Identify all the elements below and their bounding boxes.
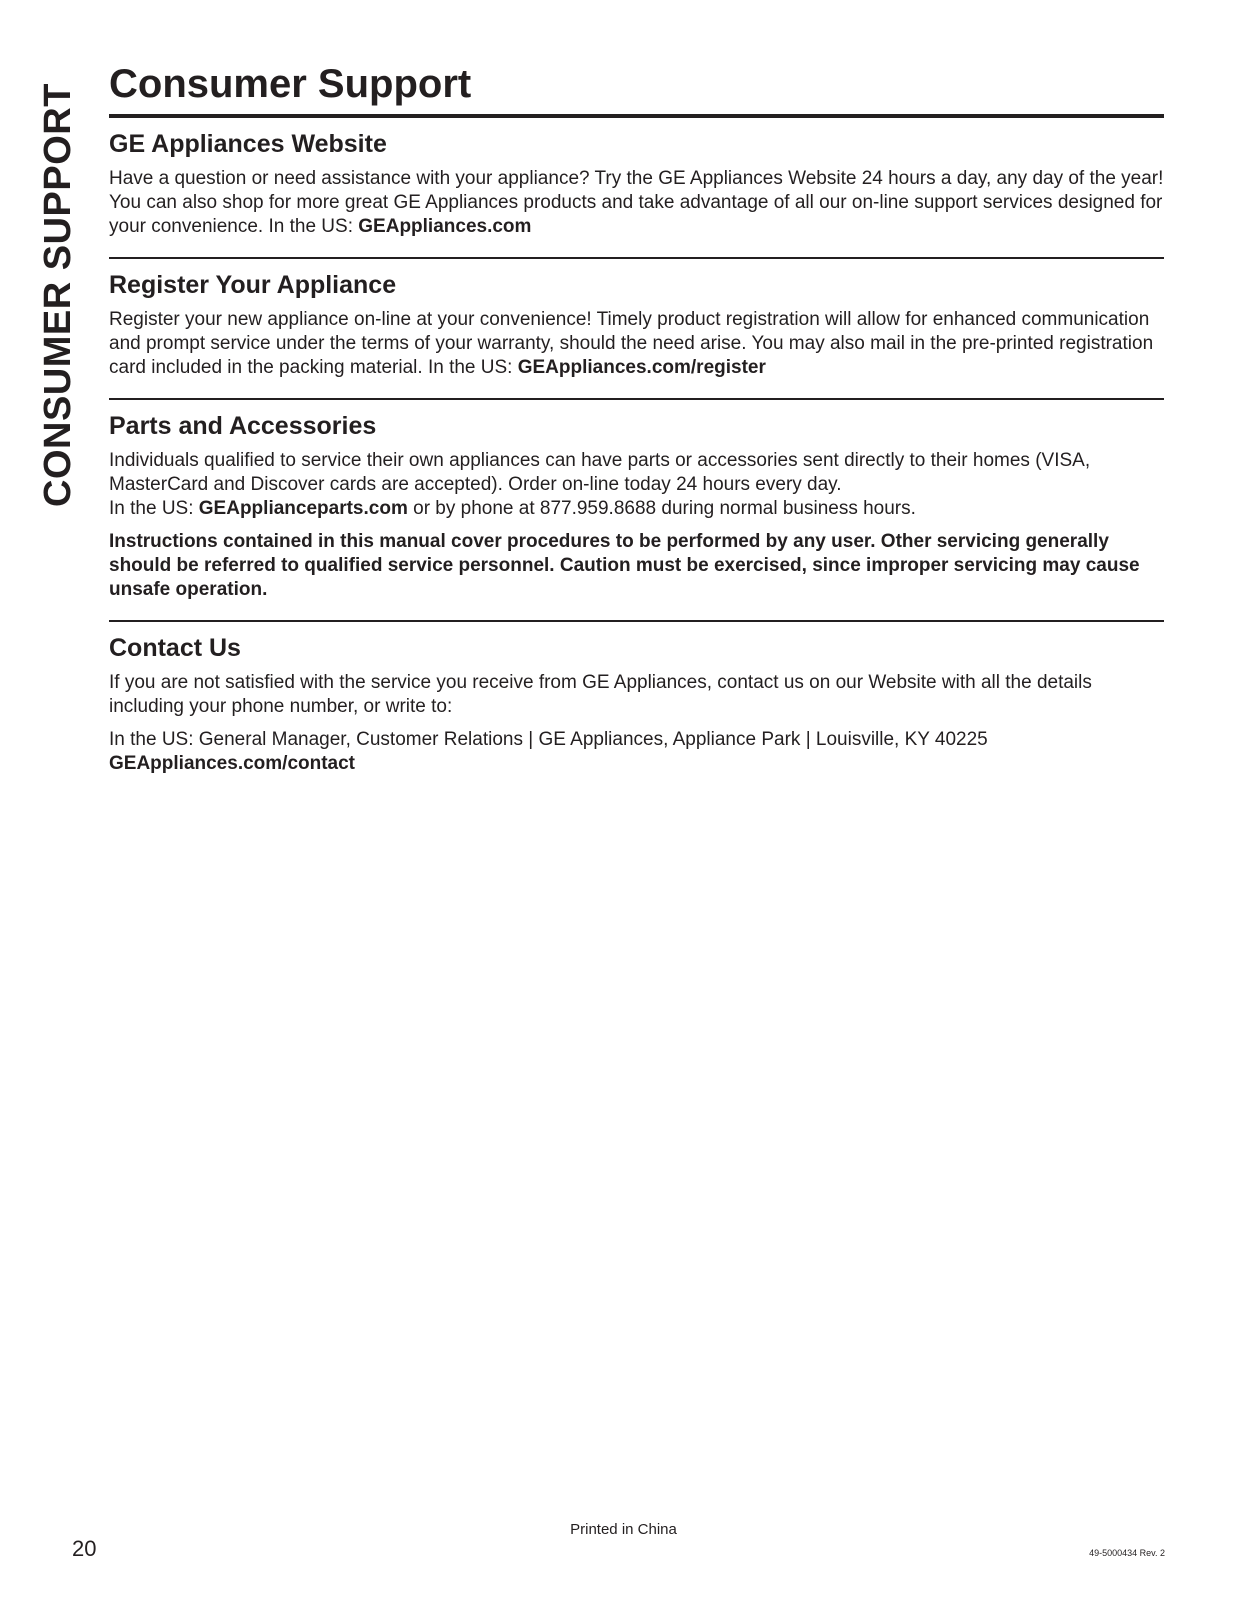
section-parts	[109, 400, 1164, 622]
section-heading: Register Your Appliance	[109, 271, 397, 299]
section-text: Have a question or need assistance with your appliance? Try the GE Appliances Website 24 hours a day, any day of the year! You can also shop for more great GE Appliances products and take advantage of all our on-line support services designed for your convenience. In the US:	[109, 168, 1164, 237]
section-text-suffix: or by phone at 877.959.8688 during normal business hours.	[407, 498, 916, 519]
section-heading: GE Appliances Website	[109, 130, 387, 158]
section-register	[109, 259, 1164, 400]
section-body	[109, 167, 1164, 239]
section-contact	[109, 622, 1164, 794]
printed-in: Printed in China	[570, 1521, 677, 1538]
register-link[interactable]: GEAppliances.com/register	[517, 357, 766, 378]
contact-address: In the US: General Manager, Customer Relations | GE Appliances, Appliance Park | Louisville, KY 40225	[109, 729, 988, 750]
section-body	[109, 308, 1164, 380]
side-tab	[38, 72, 78, 517]
page-number: 20	[72, 1536, 97, 1561]
contact-link[interactable]: GEAppliances.com/contact	[109, 753, 356, 774]
section-body	[109, 449, 1164, 521]
section-heading: Parts and Accessories	[109, 412, 377, 440]
section-text-prefix: In the US:	[109, 498, 199, 519]
service-notice: Instructions contained in this manual cover procedures to be performed by any user. Other servicing generally should be referred to qualified service personnel. Caution must be exercised, since improper servicing may cause unsafe operation.	[109, 531, 1140, 600]
side-tab-label: CONSUMER SUPPORT	[37, 82, 79, 507]
section-body: If you are not satisfied with the service you receive from GE Appliances, contact us on our Website with all the details including your phone number, or write to:	[109, 672, 1092, 717]
section-text: Individuals qualified to service their own appliances can have parts or accessories sent directly to their homes (VISA, MasterCard and Discover cards are accepted). Order on-line today 24 hours every day.	[109, 450, 1091, 495]
section-heading: Contact Us	[109, 634, 241, 662]
section-text: Register your new appliance on-line at your convenience! Timely product registration will allow for enhanced communication and prompt service under the terms of your warranty, should the need arise. You may also mail in the pre-printed registration card included in the packing material. In the US:	[109, 309, 1154, 378]
website-link[interactable]: GEAppliances.com	[358, 216, 532, 237]
contact-address-block	[109, 728, 1164, 776]
document-code: 49-5000434 Rev. 2	[1089, 1548, 1165, 1558]
parts-link[interactable]: GEApplianceparts.com	[198, 498, 408, 519]
page-title: Consumer Support	[109, 62, 1164, 118]
main-content	[109, 62, 1164, 794]
section-website	[109, 118, 1164, 259]
